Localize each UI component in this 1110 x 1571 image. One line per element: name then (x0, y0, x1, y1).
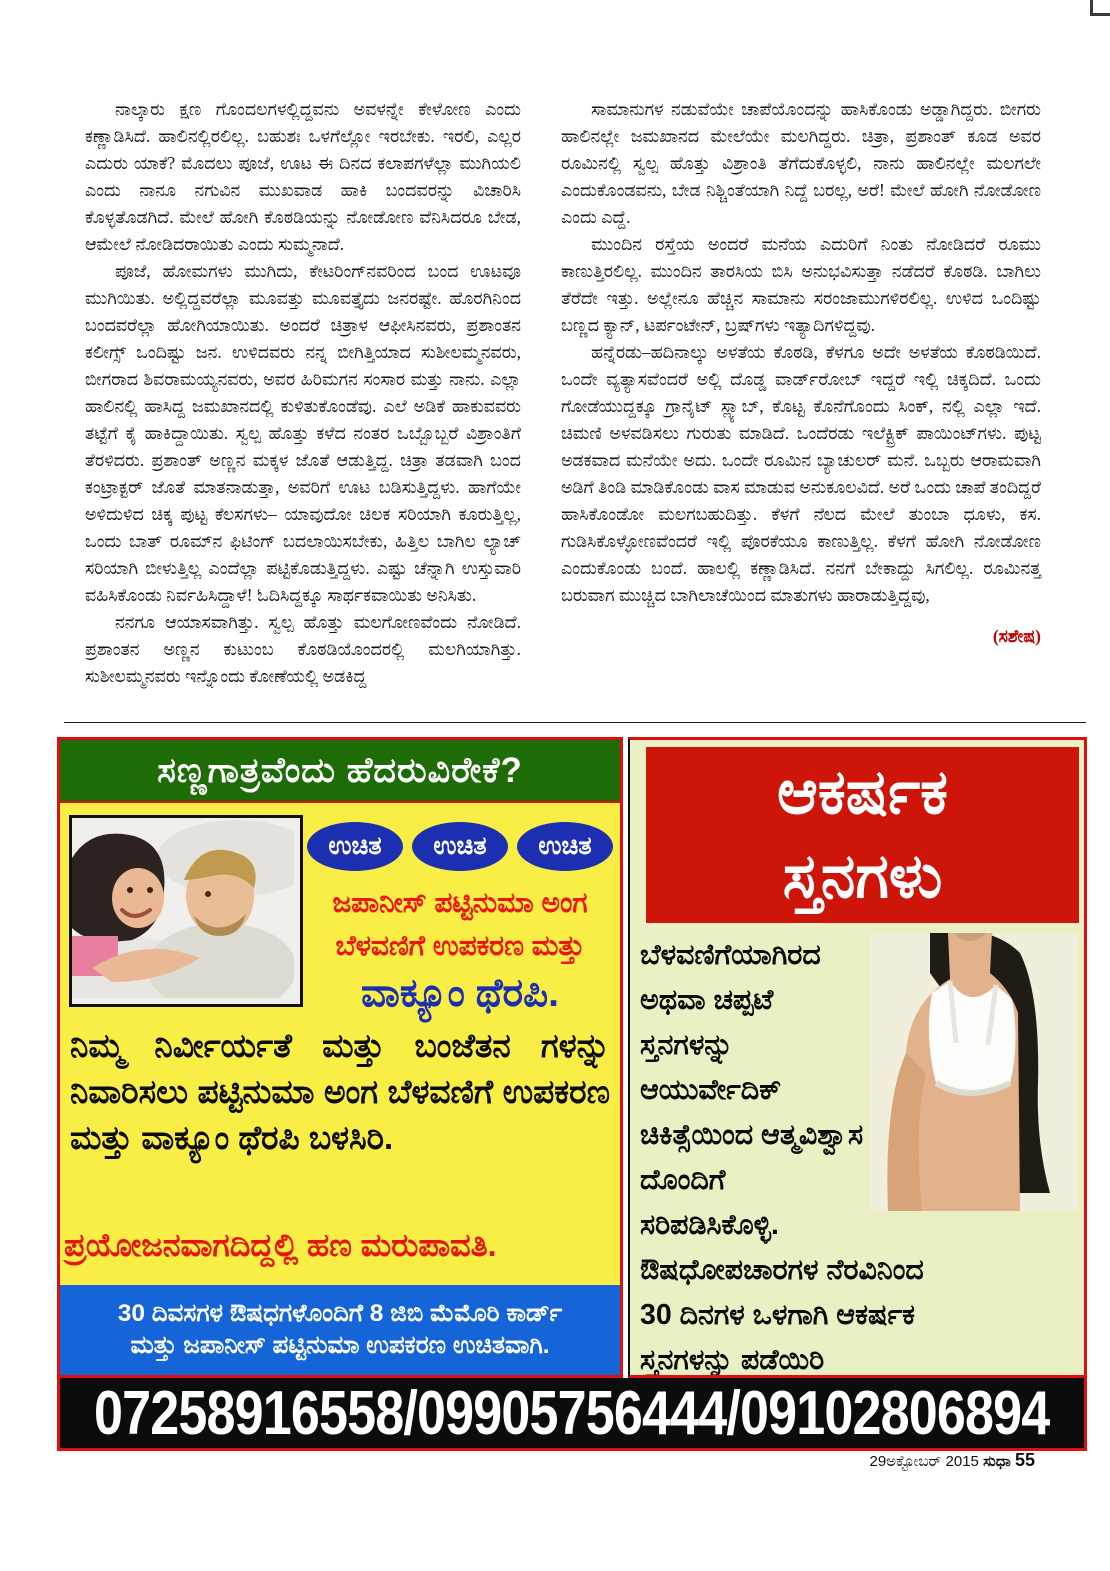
ad-breast-line: 30 ದಿನಗಳ ಒಳಗಾಗಿ ಆಕರ್ಷಕ (640, 1299, 915, 1331)
couple-photo (69, 815, 303, 1007)
article-paragraph: ಹನ್ನೆರಡು–ಹದಿನಾಲ್ಕು ಅಳತೆಯ ಕೊಠಡಿ, ಕೆಳಗೂ ಅದೇ ಅಳತೆಯ ಕೊಠಡಿಯಿದೆ. ಒಂದೇ ವ್ಯತ್ಯಾಸವೆಂದರೆ ಅಲ್ಲಿ ದೊಡ್ಡ ವಾರ್ಡ್‌ರೋಬ್ ಇದ್ದರೆ ಇಲ್ಲಿ ಚಿಕ್ಕದಿದೆ. ಒಂದು ಗೋಡೆಯುದ್ದಕ್ಕೂ ಗ್ರಾನೈಟ್ ಸ್ಲ್ಯಾಬ್, ಕೊಟ್ಟ ಕೊನೆಗೊಂದು ಸಿಂಕ್, ನಲ್ಲಿ ಎಲ್ಲಾ ಇದೆ. ಚಿಮಣಿ ಅಳವಡಿಸಲು ಗುರುತು ಮಾಡಿದೆ. ಒಂದೆರಡು ಇಲೆಕ್ಟ್ರಿಕ್ ಪಾಯಿಂಟ್‌ಗಳು. ಪುಟ್ಟ ಅಡಕವಾದ ಮನೆಯೇ ಅದು. ಒಂದೇ ರೂಮಿನ ಬ್ಯಾಚುಲರ್ ಮನೆ. ಒಬ್ಬರು ಆರಾಮವಾಗಿ ಅಡಿಗೆ ತಿಂಡಿ ಮಾಡಿಕೊಂಡು ವಾಸ ಮಾಡುವ ಅನುಕೂಲವಿದೆ. ಅರೆ ಒಂದು ಚಾಪೆ ತಂದಿದ್ದರೆ ಹಾಸಿಕೊಂಡೋ ಮಲಗಬಹುದಿತ್ತು. ಕೆಳಗೆ ನೆಲದ ಮೇಲೆ ತುಂಬಾ ಧೂಳು, ಕಸ. ಗುಡಿಸಿಕೊಳ್ಳೋಣವೆಂದರೆ ಇಲ್ಲಿ ಪೊರಕೆಯೂ ಕಾಣುತ್ತಿಲ್ಲ. ಕೆಳಗೆ ಹೋಗಿ ನೋಡೋಣ ಎಂದುಕೊಂಡು ಬಂದೆ. ಹಾಲಲ್ಲಿ ಕಣ್ಣಾಡಿಸಿದೆ. ನನಗೆ ಬೇಕಾದ್ದು ಸಿಗಲಿಲ್ಲ. ರೂಮಿನತ್ತ ಬರುವಾಗ ಮುಚ್ಚಿದ ಬಾಗಿಲಾಚೆಯಿಂದ ಮಾತುಗಳು ಹಾರಾಡುತ್ತಿದ್ದವು, (561, 342, 1041, 605)
article-left-column (85, 96, 521, 690)
article-ad-divider (64, 722, 1086, 723)
phone-number-band (57, 1378, 1087, 1451)
page-number: 55 (1014, 1450, 1035, 1470)
ad-therapy-line: ವಾಕ್ಯೂಂ ಥೆರಪಿ. (361, 972, 559, 1015)
ad-breast-line: ಔಷಧೋಪಚಾರಗಳ ನೆರವಿನಿಂದ (640, 1254, 924, 1286)
article-paragraph: ನನಗೂ ಆಯಾಸವಾಗಿತ್ತು. ಸ್ವಲ್ಪ ಹೊತ್ತು ಮಲಗೋಣವೆಂದು ನೋಡಿದೆ. ಪ್ರಶಾಂತನ ಅಣ್ಣನ ಕುಟುಂಬ ಕೊಠಡಿಯೊಂದರಲ್ಲಿ ಮಲಗಿಯಾಗಿತ್ತು. ಸುಶೀಲಮ್ಮನವರು ಇನ್ನೊಂದು ಕೋಣೆಯಲ್ಲಿ ಅಡಕಿದ್ದ (85, 612, 521, 686)
page-footer (870, 1450, 1036, 1471)
article-body (85, 96, 1041, 690)
money-back-line: ಪ್ರಯೋಜನವಾಗದಿದ್ದಲ್ಲಿ ಹಣ ಮರುಪಾವತಿ. (64, 1227, 497, 1263)
model-photo (870, 933, 1078, 1211)
ad-product-line-1: ಜಪಾನೀಸ್ ಪಟ್ಟಿನುಮಾ ಅಂಗ (332, 887, 588, 918)
article-right-column (561, 96, 1041, 690)
scan-corner-mark (1090, 0, 1110, 16)
ad-enlargement-headline: ಸಣ್ಣಗಾತ್ರವೆಂದು ಹೆದರುವಿರೇಕೆ? (157, 750, 523, 790)
magazine-name: ಸುಧಾ (983, 1453, 1011, 1470)
advertisement-block (57, 737, 1087, 1451)
ad-breast-treatment (628, 737, 1087, 1378)
ad-product-line-2: ಬೆಳವಣಿಗೆ ಉಪಕರಣ ಮತ್ತು (335, 930, 585, 961)
ad-breast-line: ಚಿಕಿತ್ಸೆಯಿಂದ ಆತ್ಮವಿಶ್ವಾಸ (640, 1119, 864, 1151)
free-badge: ಉಚಿತ (307, 822, 403, 871)
ad-breast-line: ಆಯುರ್ವೇದಿಕ್ (640, 1074, 782, 1106)
article-paragraph: ಸಾಮಾನುಗಳ ನಡುವೆಯೇ ಚಾಪೆಯೊಂದನ್ನು ಹಾಸಿಕೊಂಡು ಅಡ್ಡಾಗಿದ್ದರು. ಬೀಗರು ಹಾಲಿನಲ್ಲೇ ಜಮಖಾನದ ಮೇಲೆಯೇ ಮಲಗಿದ್ದರು. ಚಿತ್ರಾ, ಪ್ರಶಾಂತ್ ಕೂಡ ಅವರ ರೂಮಿನಲ್ಲಿ ಸ್ವಲ್ಪ ಹೊತ್ತು ವಿಶ್ರಾಂತಿ ತೆಗೆದುಕೊಳ್ಳಲಿ, ನಾನು ಹಾಲಿನಲ್ಲೇ ಮಲಗಲೇ ಎಂದುಕೊಂಡವನು, ಬೇಡ ನಿಶ್ಚಿಂತೆಯಾಗಿ ನಿದ್ದೆ ಬರಲ್ಲ, ಅರೆ! ಮೇಲೆ ಹೋಗಿ ನೋಡೋಣ ಎಂದು ಎದ್ದೆ. (561, 99, 1041, 227)
ad-breast-headline-2: ಸ್ತನಗಳು (782, 842, 943, 911)
ad-breast-body (630, 923, 1084, 1378)
ad-breast-line: ಬೆಳವಣಿಗೆಯಾಗಿರದ (640, 939, 821, 971)
issue-date: 29ಅಕ್ಟೋಬರ್ 2015 (869, 1453, 979, 1470)
ad-breast-line: ಸ್ತನಗಳನ್ನು ಪಡೆಯಿರಿ (640, 1344, 825, 1376)
ad-enlargement-header (60, 740, 620, 803)
article-paragraph: ಮುಂದಿನ ರಸ್ತೆಯ ಅಂದರೆ ಮನೆಯ ಎದುರಿಗೆ ನಿಂತು ನೋಡಿದರೆ ರೂಮು ಕಾಣುತ್ತಿರಲಿಲ್ಲ. ಮುಂದಿನ ತಾರಸಿಯ ಬಿಸಿ ಅನುಭವಿಸುತ್ತಾ ನಡೆದರೆ ಕೊಠಡಿ. ಬಾಗಿಲು ತೆರೆದೇ ಇತ್ತು. ಅಲ್ಲೇನೂ ಹೆಚ್ಚಿನ ಸಾಮಾನು ಸರಂಜಾಮುಗಳಿರಲಿಲ್ಲ. ಉಳಿದ ಒಂದಿಷ್ಟು ಬಣ್ಣದ ಕ್ಯಾನ್, ಟರ್ಪಂಟೇನ್, ಬ್ರಷ್‌ಗಳು ಇತ್ಯಾದಿಗಳಿದ್ದವು. (561, 234, 1041, 335)
offer-line-2: ಮತ್ತು ಜಪಾನೀಸ್ ಪಟ್ಟಿನುಮಾ ಉಪಕರಣ ಉಚಿತವಾಗಿ. (130, 1332, 550, 1359)
ad-breast-headline-1: ಆಕರ್ಷಕ (777, 758, 948, 827)
ad-breast-line: ದೊಂದಿಗೆ ಸರಿಪಡಿಸಿಕೊಳ್ಳಿ. (640, 1164, 779, 1241)
ad-breast-line: ಸ್ತನಗಳನ್ನು (640, 1029, 734, 1061)
free-offer-band (60, 1283, 620, 1375)
free-badge: ಉಚಿತ (412, 822, 508, 871)
offer-line-1: 30 ದಿವಸಗಳ ಔಷಧಗಳೊಂದಿಗೆ 8 ಜಿಬಿ ಮೆಮೊರಿ ಕಾರ್ಡ್ (117, 1300, 563, 1327)
ad-enlargement (57, 737, 623, 1378)
ad-breast-header (646, 747, 1079, 923)
ad-breast-line: ಅಥವಾ ಚಪ್ಪಟೆ (640, 984, 774, 1016)
free-badge: ಉಚಿತ (517, 822, 613, 871)
to-be-continued-marker: (ಸಶೇಷ) (992, 626, 1041, 646)
phone-numbers: 07258916558/09905756444/09102806894 (94, 1378, 1050, 1448)
ad-enlargement-body-text: ನಿಮ್ಮ ನಿರ್ವೀರ್ಯತೆ ಮತ್ತು ಬಂಜೆತನ ಗಳನ್ನು ನಿವಾರಿಸಲು ಪಟ್ಟಿನುಮಾ ಅಂಗ ಬೆಳವಣಿಗೆ ಉಪಕರಣ ಮತ್ತು ವಾಕ್ಯೂಂ ಥೆರಪಿ ಬಳಸಿರಿ. (70, 1027, 610, 1156)
article-paragraph: ಪೂಜೆ, ಹೋಮಗಳು ಮುಗಿದು, ಕೇಟರಿಂಗ್‌ನವರಿಂದ ಬಂದ ಊಟವೂ ಮುಗಿಯಿತು. ಅಲ್ಲಿದ್ದವರೆಲ್ಲಾ ಮೂವತ್ತು ಮೂವತ್ತೈದು ಜನರಷ್ಟೇ. ಹೊರಗಿನಿಂದ ಬಂದವರೆಲ್ಲಾ ಹೋಗಿಯಾಯಿತು. ಅಂದರೆ ಚಿತ್ರಾಳ ಆಫೀಸಿನವರು, ಪ್ರಶಾಂತನ ಕಲೀಗ್ಸ್ ಒಂದಿಷ್ಟು ಜನ. ಉಳಿದವರು ನನ್ನ ಬೀಗಿತ್ತಿಯಾದ ಸುಶೀಲಮ್ಮನವರು, ಬೀಗರಾದ ಶಿವರಾಮಯ್ಯನವರು, ಅವರ ಹಿರಿಮಗನ ಸಂಸಾರ ಮತ್ತು ನಾನು. ಎಲ್ಲಾ ಹಾಲಿನಲ್ಲಿ ಹಾಸಿದ್ದ ಜಮಖಾನದಲ್ಲಿ ಕುಳಿತುಕೊಂಡೆವು. ಎಲೆ ಅಡಿಕೆ ಹಾಕುವವರು ತಟ್ಟೆಗೆ ಕೈ ಹಾಕಿದ್ದಾಯಿತು. ಸ್ವಲ್ಪ ಹೊತ್ತು ಕಳೆದ ನಂತರ ಒಬ್ಬೊಬ್ಬರೆ ವಿಶ್ರಾಂತಿಗೆ ತೆರಳಿದರು. ಪ್ರಶಾಂತ್ ಅಣ್ಣನ ಮಕ್ಕಳ ಜೊತೆ ಆಡುತ್ತಿದ್ದ. ಚಿತ್ರಾ ತಡವಾಗಿ ಬಂದ ಕಂಟ್ರಾಕ್ಟರ್ ಜೊತೆ ಮಾತನಾಡುತ್ತಾ, ಅವರಿಗೆ ಊಟ ಬಡಿಸುತ್ತಿದ್ದಳು. ಹಾಗೆಯೇ ಅಳಿದುಳಿದ ಚಿಕ್ಕ ಪುಟ್ಟ ಕೆಲಸಗಳು– ಯಾವುದೋ ಚಿಲಕ ಸರಿಯಾಗಿ ಕೂರುತ್ತಿಲ್ಲ, ಒಂದು ಬಾತ್ ರೂಮ್‌ನ ಫಿಟಿಂಗ್ ಬದಲಾಯಿಸಬೇಕು, ಹಿತ್ತಿಲ ಬಾಗಿಲ ಲ್ಯಾಚ್ ಸರಿಯಾಗಿ ಬೀಳುತ್ತಿಲ್ಲ ಎಂದೆಲ್ಲಾ ಪಟ್ಟಿಕೊಡುತ್ತಿದ್ದಳು. ಎಷ್ಟು ಚೆನ್ನಾಗಿ ಉಸ್ತುವಾರಿ ವಹಿಸಿಕೊಂಡು ನಿರ್ವಹಿಸಿದ್ದಾಳೆ! ಓದಿಸಿದ್ದಕ್ಕೂ ಸಾರ್ಥಕವಾಯಿತು ಅನಿಸಿತು. (85, 261, 521, 605)
article-paragraph: ನಾಲ್ಕಾರು ಕ್ಷಣ ಗೊಂದಲಗಳಲ್ಲಿದ್ದವನು ಅವಳನ್ನೇ ಕೇಳೋಣ ಎಂದು ಕಣ್ಣಾಡಿಸಿದೆ. ಹಾಲಿನಲ್ಲಿರಲಿಲ್ಲ. ಬಹುಶಃ ಒಳಗೆಲ್ಲೋ ಇರಬೇಕು. ಇರಲಿ, ಎಲ್ಲರ ಎದುರು ಯಾಕೆ? ಮೊದಲು ಪೂಜೆ, ಊಟ ಈ ದಿನದ ಕಲಾಪಗಳೆಲ್ಲಾ ಮುಗಿಯಲಿ ಎಂದು ನಾನೂ ನಗುವಿನ ಮುಖವಾಡ ಹಾಕಿ ಬಂದವರನ್ನು ವಿಚಾರಿಸಿ ಕೊಳ್ಳತೊಡಗಿದೆ. ಮೇಲೆ ಹೋಗಿ ಕೊಠಡಿಯನ್ನು ನೋಡೋಣ ವೆನಿಸಿದರೂ ಬೇಡ, ಆಮೇಲೆ ನೋಡಿದರಾಯಿತು ಎಂದು ಸುಮ್ಮನಾದೆ. (85, 99, 521, 254)
free-badges (307, 822, 613, 871)
